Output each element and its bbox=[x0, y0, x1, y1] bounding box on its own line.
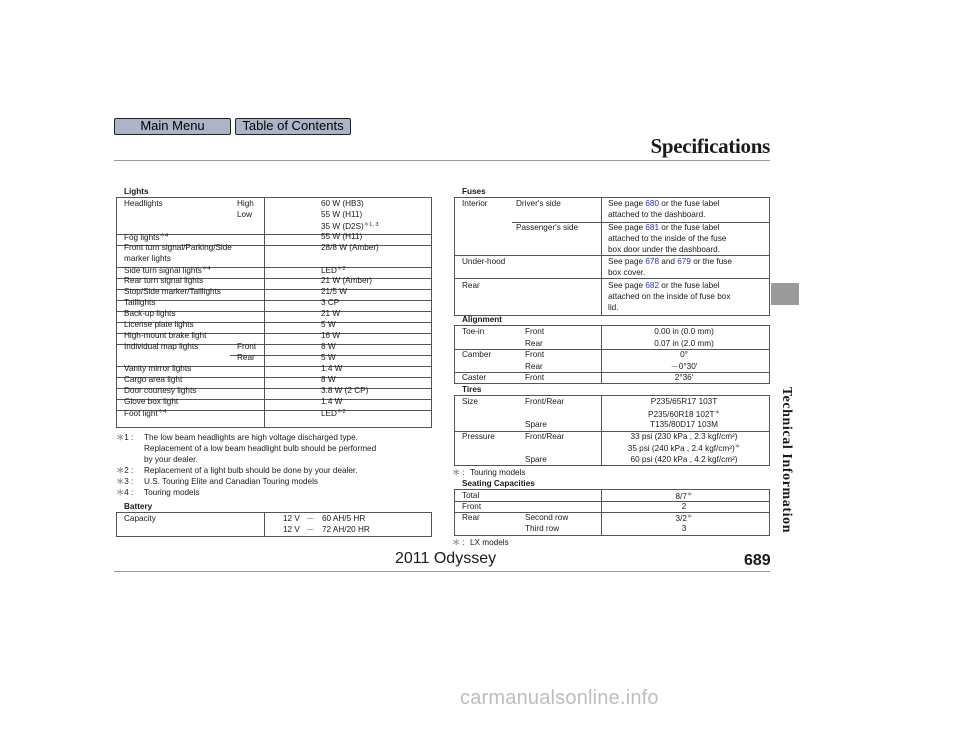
fuse-passengers-text: attached to the inside of the fuse bbox=[608, 234, 727, 243]
footnote-mark: ＊2 : bbox=[116, 466, 134, 475]
lights-item-label: Stop/Side marker/Taillights bbox=[124, 287, 221, 296]
lights-position-label: High bbox=[237, 199, 254, 208]
alignment-position-label: Front bbox=[525, 327, 545, 336]
alignment-value: 0.07 in (2.0 mm) bbox=[654, 338, 714, 348]
alignment-value: 0.00 in (0.0 mm) bbox=[654, 327, 714, 336]
page-link-679[interactable]: 679 bbox=[677, 257, 691, 266]
footnote-text: Replacement of a light bulb should be done by your dealer. bbox=[144, 466, 358, 475]
section-label: Technical Information bbox=[779, 386, 794, 534]
footer-rule bbox=[114, 571, 770, 572]
lights-wattage-value: 21 W (Amber) bbox=[321, 276, 372, 285]
lights-item-label: Door courtesy lights bbox=[124, 386, 197, 395]
lights-item-label: Vanity mirror lights bbox=[124, 364, 192, 373]
lights-wattage-value: 35 W $(D2S)^{*1, 3}$ bbox=[321, 222, 379, 231]
fuse-underhood-label: Under-hood bbox=[462, 257, 506, 266]
page-link-680[interactable]: 680 bbox=[645, 199, 660, 208]
tire-position-label: Spare bbox=[525, 454, 547, 464]
lights-item-label: High-mount brake light bbox=[124, 331, 207, 340]
alignment-position-label: Front bbox=[525, 350, 545, 359]
lights-wattage-value: 3.8 W (2 CP) bbox=[321, 386, 369, 395]
tire-value: 35 psi (240 kPa , 2.4 kgf/cm²)＊ bbox=[627, 444, 741, 453]
watermark-text: carmanualsonline.info bbox=[460, 687, 659, 709]
fuse-rear-ref: See page 682 or the fuse label bbox=[608, 281, 720, 290]
footnote-ref: ＊1, 3 bbox=[363, 222, 379, 228]
tires-heading: Tires bbox=[462, 385, 482, 394]
fuse-rear-text: lid. bbox=[608, 303, 619, 312]
lights-wattage-value: 55 W (H11) bbox=[321, 210, 363, 219]
lights-item-label: Foot light$^{*4}$ bbox=[124, 409, 167, 418]
footnote-ref: ＊4 bbox=[159, 233, 169, 239]
alignment-item-label: Caster bbox=[462, 373, 487, 382]
seating-footnote-mark: ＊ : bbox=[452, 538, 465, 547]
lights-wattage-value: 60 W (HB3) bbox=[321, 199, 364, 208]
lights-wattage-value: $LED^{*2}$ bbox=[321, 266, 346, 275]
lights-item-label: Front turn signal/Parking/Side bbox=[124, 243, 232, 252]
lights-item-label: Side turn signal lights$^{*4}$ bbox=[124, 266, 211, 275]
lights-position-label: Front bbox=[237, 342, 257, 351]
seating-footnote: LX models bbox=[470, 538, 509, 547]
lights-position-label: Rear bbox=[237, 353, 255, 362]
tire-position-label: Front/Rear bbox=[525, 431, 565, 441]
page-link-681[interactable]: 681 bbox=[645, 223, 660, 232]
tire-value: P235/65R17 103T bbox=[650, 397, 718, 406]
vehicle-model: 2011 Odyssey bbox=[395, 550, 497, 567]
lights-item-label: Back-up lights bbox=[124, 309, 176, 318]
tire-value: P235/60R18 102T＊ bbox=[648, 409, 720, 419]
footnote-ref: ＊ bbox=[714, 409, 720, 416]
tires-footnote: Touring models bbox=[470, 468, 526, 477]
battery-rating: 72 AH/20 HR bbox=[322, 525, 370, 534]
battery-table bbox=[116, 512, 432, 537]
fuse-rear-label: Rear bbox=[462, 281, 480, 290]
fuse-underhood-text: box cover. bbox=[608, 268, 646, 277]
tire-value: 33 psi (230 kPa , 2.3 kgf/cm²) bbox=[630, 431, 738, 441]
alignment-value: －0°30′ bbox=[670, 361, 698, 371]
footnote-ref: ＊4 bbox=[157, 409, 167, 415]
seating-item-label: Rear bbox=[462, 513, 480, 522]
lights-wattage-value: 5 W bbox=[321, 353, 336, 362]
seating-value: 2 bbox=[681, 502, 687, 511]
alignment-position-label: Rear bbox=[525, 338, 543, 348]
header-rule bbox=[114, 160, 770, 161]
lights-item-label: Individual map lights bbox=[124, 342, 199, 351]
footnote-ref: ＊ bbox=[734, 444, 741, 450]
lights-wattage-value: 28/8 W (Amber) bbox=[321, 243, 379, 252]
page-title: Specifications bbox=[650, 134, 770, 158]
tire-position-label: Front/Rear bbox=[525, 397, 565, 406]
footnote-ref: ＊ bbox=[686, 514, 693, 520]
lights-wattage-value: 1.4 W bbox=[321, 364, 343, 373]
footnote-text: The low beam headlights are high voltage discharged type. bbox=[144, 433, 358, 442]
fuse-passengers-side-label: Passenger's side bbox=[516, 223, 579, 232]
seating-position-label: Third row bbox=[525, 524, 560, 533]
fuse-underhood-ref: See page 678 and 679 or the fuse bbox=[608, 257, 732, 266]
fuses-heading: Fuses bbox=[462, 187, 486, 196]
lights-wattage-value: $LED^{*2}$ bbox=[321, 409, 346, 418]
fuse-rear-text: attached on the inside of fuse box bbox=[608, 292, 731, 301]
fuse-passengers-text: box door under the dashboard. bbox=[608, 245, 720, 254]
battery-capacity-label: Capacity bbox=[124, 514, 156, 523]
footnote-mark: ＊4 : bbox=[116, 488, 134, 497]
page-link-678[interactable]: 678 bbox=[645, 257, 660, 266]
lights-wattage-value: 3 CP bbox=[321, 298, 340, 307]
battery-voltage: 12 V bbox=[283, 525, 300, 534]
lights-item-label: marker lights bbox=[124, 254, 171, 263]
seating-value: 8/7＊ bbox=[675, 492, 693, 501]
alignment-heading: Alignment bbox=[462, 315, 503, 324]
tire-value: T135/80D17 103M bbox=[650, 420, 718, 429]
fuse-interior-label: Interior bbox=[462, 199, 488, 208]
lights-wattage-value: 55 W (H11) bbox=[321, 232, 363, 241]
lights-wattage-value: 16 W bbox=[321, 331, 341, 340]
footnote-text: by your dealer. bbox=[144, 455, 198, 464]
seating-item-label: Front bbox=[462, 502, 482, 511]
lights-item-label: Cargo area light bbox=[124, 375, 183, 384]
alignment-item-label: Camber bbox=[462, 350, 492, 359]
page-number: 689 bbox=[744, 552, 771, 569]
footnote-ref: ＊ bbox=[686, 492, 693, 498]
lights-wattage-value: 1.4 W bbox=[321, 397, 343, 406]
seating-value: 3 bbox=[681, 524, 687, 533]
alignment-value: 0° bbox=[680, 350, 688, 359]
lights-heading: Lights bbox=[124, 187, 149, 196]
lights-position-label: Low bbox=[237, 210, 253, 219]
footnote-text: U.S. Touring Elite and Canadian Touring models bbox=[144, 477, 319, 486]
footnote-ref: ＊2 bbox=[336, 409, 346, 415]
alignment-position-label: Front bbox=[525, 373, 545, 382]
lights-item-label: License plate lights bbox=[124, 320, 194, 329]
lights-item-label: Headlights bbox=[124, 199, 163, 208]
fuse-drivers-text: attached to the dashboard. bbox=[608, 210, 706, 219]
seating-heading: Seating Capacities bbox=[462, 479, 535, 488]
tires-footnote-mark: ＊ : bbox=[452, 468, 465, 477]
main-menu-button[interactable]: Main Menu bbox=[114, 118, 231, 135]
alignment-value: 2°36′ bbox=[674, 373, 694, 382]
battery-voltage: 12 V bbox=[283, 514, 300, 523]
dash-mark: － bbox=[306, 525, 315, 534]
footnote-mark: ＊1 : bbox=[116, 433, 134, 442]
footnote-ref: ＊4 bbox=[201, 266, 211, 272]
fuse-passengers-ref: See page 681 or the fuse label bbox=[608, 223, 720, 232]
lights-wattage-value: 21/5 W bbox=[321, 287, 347, 296]
footnote-ref: ＊2 bbox=[336, 266, 346, 272]
tire-item-label: Pressure bbox=[462, 431, 495, 441]
battery-rating: 60 AH/5 HR bbox=[322, 514, 366, 523]
lights-wattage-value: 5 W bbox=[321, 320, 336, 329]
tire-item-label: Size bbox=[462, 397, 478, 406]
lights-wattage-value: 8 W bbox=[321, 375, 336, 384]
page-link-682[interactable]: 682 bbox=[645, 281, 660, 290]
alignment-item-label: Toe-in bbox=[462, 327, 485, 336]
lights-wattage-value: 21 W bbox=[321, 309, 341, 318]
footnote-text: Touring models bbox=[144, 488, 200, 497]
dash-mark: － bbox=[306, 514, 315, 523]
battery-heading: Battery bbox=[124, 502, 153, 511]
footnote-text: Replacement of a low beam headlight bulb should be performed bbox=[144, 444, 377, 453]
seating-position-label: Second row bbox=[525, 513, 569, 522]
fuse-drivers-ref: See page 680 or the fuse label bbox=[608, 199, 720, 208]
tire-value: 60 psi (420 kPa , 4.2 kgf/cm²) bbox=[630, 454, 738, 464]
fuse-drivers-side-label: Driver's side bbox=[516, 199, 561, 208]
tire-position-label: Spare bbox=[525, 420, 547, 429]
table-of-contents-button[interactable]: Table of Contents bbox=[235, 118, 351, 135]
footnote-mark: ＊3 : bbox=[116, 477, 134, 486]
lights-item-label: Taillights bbox=[124, 298, 156, 307]
lights-item-label: Fog lights$^{*4}$ bbox=[124, 233, 169, 242]
alignment-position-label: Rear bbox=[525, 361, 543, 371]
section-tab-marker bbox=[771, 283, 799, 305]
seating-value: 3/2＊ bbox=[675, 514, 693, 523]
lights-item-label: Rear turn signal lights bbox=[124, 276, 204, 285]
seating-item-label: Total bbox=[462, 491, 480, 500]
lights-wattage-value: 8 W bbox=[321, 342, 336, 351]
lights-item-label: Glove box light bbox=[124, 397, 179, 406]
